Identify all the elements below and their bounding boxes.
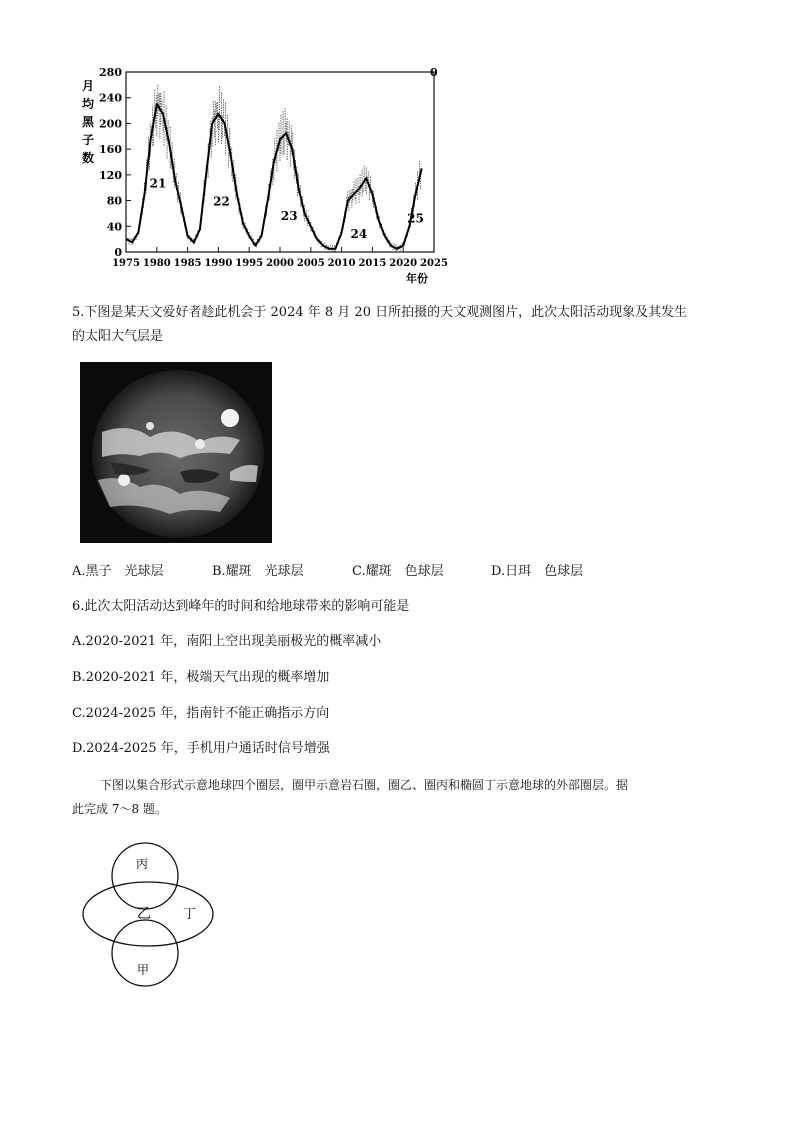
x-tick-label: 1980 [142,258,171,269]
q6-stem: 6.此次太阳活动达到峰年的时间和给地球带来的影响可能是 [72,599,410,614]
sun-observation-photo [80,362,272,543]
label-ding: 丁 [183,907,197,922]
q6-option-c: C.2024-2025 年，指南针不能正确指示方向 [72,706,330,721]
cycle-label: 23 [280,208,298,223]
y-tick-label: 200 [99,117,122,131]
y-tick-label: 240 [99,91,122,105]
y-tick-label: 160 [99,143,122,157]
q6-option-d: D.2024-2025 年，手机用户通话时信号增强 [72,741,330,756]
x-tick-label: 2010 [327,258,356,269]
q6-option-b: B.2020-2021 年，极端天气出现的概率增加 [72,670,330,685]
y-axis-label-char: 子 [82,133,95,147]
circle-bing [112,843,178,909]
y-tick-label: 120 [99,168,122,182]
right-axis-label: 0 [430,66,438,79]
x-tick-label: 2025 [420,258,448,269]
q5-stem-line1: 5.下图是某天文爱好者趁此机会于 2024 年 8 月 20 日所拍摄的天文观测图片，此次太阳活动现象及其发生 [72,305,688,320]
x-tick-label: 1990 [204,258,233,269]
intro-line1: 下图以集合形式示意地球四个圈层，圈甲示意岩石圈，圈乙、圈丙和椭圆丁示意地球的外部圈层。据 [100,778,629,792]
y-axis-label-char: 月 [82,79,95,93]
y-axis-label [82,79,95,165]
q5-option-d: D.日珥 色球层 [491,564,584,579]
x-tick-label: 1985 [173,258,202,269]
y-tick-label: 280 [99,66,122,79]
sunspot-chart [76,60,456,292]
cycle-label: 25 [407,211,424,226]
x-tick-label: 2000 [266,258,294,269]
q5-option-c: C.耀斑 色球层 [352,564,444,579]
x-ticks [112,247,448,269]
sun-disc-image [80,362,272,543]
earth-spheres-diagram [80,838,230,990]
q6-option-a: A.2020-2021 年，南阳上空出现美丽极光的概率减小 [72,634,382,649]
venn-svg [80,838,230,990]
cycle-label: 21 [149,176,167,191]
y-axis-label-char: 均 [82,97,95,111]
sunspot-chart-svg [76,60,456,292]
q5-stem-line2: 的太阳大气层是 [72,329,164,344]
x-tick-label: 2005 [296,258,325,269]
intro-line2: 此完成 7～8 题。 [72,802,167,816]
q5-option-a: A.黑子 光球层 [72,564,164,579]
y-axis-label-char: 数 [82,151,95,165]
q5-option-b: B.耀斑 光球层 [212,564,304,579]
y-tick-label: 0 [114,246,122,259]
cycle-label: 24 [350,226,368,241]
series [126,85,422,252]
x-tick-label: 1975 [112,258,140,269]
y-tick-label: 80 [106,194,122,208]
cycle-label: 22 [213,194,230,209]
label-bing: 丙 [136,857,149,871]
label-jia: 甲 [137,963,150,977]
x-tick-label: 2015 [358,258,387,269]
x-tick-label: 1995 [235,258,264,269]
x-tick-label: 2020 [389,258,418,269]
y-tick-label: 40 [106,220,122,234]
x-axis-label: 年份 [406,272,428,285]
smoothed-sunspot-line [126,104,422,249]
y-axis-label-char: 黑 [82,115,95,129]
label-yi: 乙 [137,906,151,922]
